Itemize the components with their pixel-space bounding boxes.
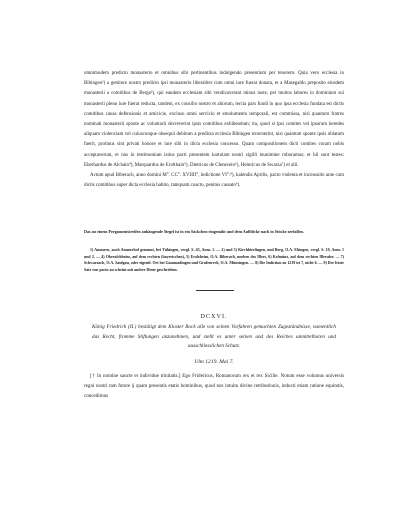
footnotes bbox=[84, 247, 344, 273]
document-summary: König Friedrich (II.) bestätigt dem Kloster Rock alle von seinen Vorfahren gemachten Zugeständnisse, namentlich das Recht, fromme Stiftungen anzunehmen, und stellt es unter seinen und des Reiches unmittelbaren und ausschliesslichen Schutz. bbox=[92, 324, 336, 349]
document-date: Ulm 1219. Mai 7. bbox=[194, 359, 234, 365]
charter-dating-clause: Actum apud Biberach, anno domini M°. CC°. XVIIII°, indictione VI°.⁸), kalendis Aprilis, pacto violenta et inconsulto ante cum dictis comitibus super dicta ecclesia habito, tamquam coacto, penitus cassato⁹). bbox=[84, 173, 344, 189]
document-number: DCXVI. bbox=[200, 313, 228, 320]
charter-opening: [† In nomine sancte et individue trinitatis.] Ego Fridericus, Romanorum rex et rex Sicilie. Notum esse volumus universis regni nostri tam future § quam presentis etatis hominibus, quod nos intuitu divine retributionis, inducti etiam ratione equitatis, concedimus bbox=[84, 373, 344, 400]
charter-paragraph: omnimodem predicto monasterio et omnibus sibi pertinentibus indulgendo presentium per tenorem. Quia vero ecclesia in Bibingen²) a genitore nostro predicto ipsi monasterio liberaliter cum omni iure fuerat donata, et a Masegaldo preposito eiusdem monasterii a comitibus de Berga³), qui eandem ecclesiam sibi vendicaverant minus iuste, per multos labores in dominium sui monasterii pleno iure fuerat reducta, tandem, ex consilio nostro et aliorum, terciа pars fundi in quo ipsa ecclesia fundata est dictis comitibus causa defensionis et amicicie, excluso omni servicio et emolumento temporali, est commissa, nisi quantum fratres nominati monasterii sponte ac voluntarii decreverint ipsis comitibus exhibendum; ita, quod si ipsi comites vel ipsorum heredes aliquam violenciam vel cuiuscunque obsequii debitum a predicta ecclesia Bibingen extorserint, nisi quantum sponte ipsis oblatum fuerit, protinus sint privati honore et iure sibi in dicta ecclesia concesso. Quam compositionem dicti comites coram nobis acceptaverunt, et nos in testimonium istius pacti presentem kartulam nostri sigilli munimine roboramus; et hii sunt testes: Eberhardus de Alchain⁴), Marquardus de Erolthain⁵), Dietricus de Clenecein⁶), Heinricus de Swarza⁷) et alii. bbox=[84, 71, 344, 168]
charter-body-text bbox=[84, 69, 344, 191]
new-charter-text bbox=[84, 371, 344, 402]
seal-description: Das an einem Pergamentstreifen anhängende Siegel ist in ein Säckchen eingenäht und dem Aufblicke nach in Stücke zerfallen. bbox=[84, 229, 304, 234]
section-divider bbox=[196, 290, 234, 291]
footnote-text: 1) Ammern, auch Ammerhof genannt, bei Tübingen, vergl. S. 43, Anm. 1. — 2) und 3) Kirchbierlingen, und Berg, O.A. Ehingen, vergl. S. 19, Anm. 1 und 2. — 4) Oberalchheim, auf dem rechten (bayerischen), 5) Erolzheim, O.A. Biberach, nneben des Illers, 6) Kelmünz, auf dem rechten Illerufer. — 7) Schwarzach, O.A. Saulgau, oder eigentl. Ort bei Gammadingen und Grafenreck, O.A. Münsingen. — 8) Die Indiction zu 1219 ist 7, nicht 6. — 9) Der letzte Satz von pacto an scheint mit andrer Dinte geschrieben. bbox=[84, 247, 344, 272]
